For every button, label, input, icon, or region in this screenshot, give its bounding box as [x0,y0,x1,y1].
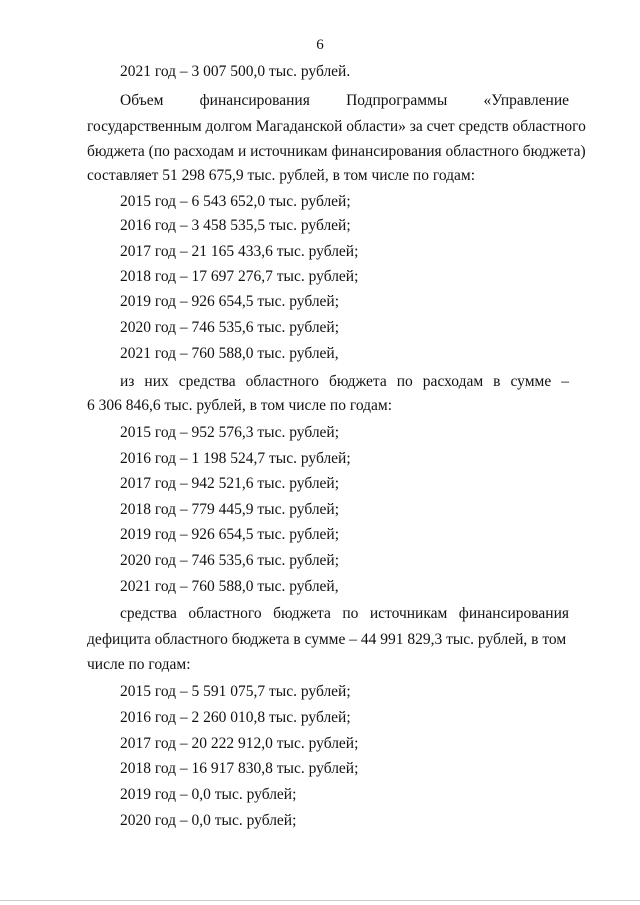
year-line: 2017 год – 21 165 433,6 тыс. рублей; [120,243,359,260]
text-line: Объем финансирования Подпрограммы «Управление [120,92,569,109]
year-line: 2017 год – 20 222 912,0 тыс. рублей; [120,735,359,752]
year-line: 2018 год – 779 445,9 тыс. рублей; [120,501,340,518]
year-line: 2016 год – 1 198 524,7 тыс. рублей; [120,450,351,467]
text-line: дефицита областного бюджета в сумме – 44 991 829,3 тыс. рублей, в том [87,631,567,648]
page-number: 6 [316,37,324,53]
text-line: 2021 год – 3 007 500,0 тыс. рублей. [120,63,351,80]
year-line: 2016 год – 2 260 010,8 тыс. рублей; [120,709,351,726]
text-line: средства областного бюджета по источникам финансирования [120,605,569,622]
text-line: из них средства областного бюджета по расходам в сумме – [120,373,569,390]
year-line: 2016 год – 3 458 535,5 тыс. рублей; [120,217,351,234]
text-line: 6 306 846,6 тыс. рублей, в том числе по годам: [87,397,393,414]
scan-edge [0,900,640,901]
year-line: 2018 год – 16 917 830,8 тыс. рублей; [120,760,359,777]
year-line: 2018 год – 17 697 276,7 тыс. рублей; [120,268,359,285]
text-line: государственным долгом Магаданской области» за счет средств областного [87,118,586,135]
text-line: бюджета (по расходам и источникам финансирования областного бюджета) [87,143,586,160]
year-line: 2015 год – 952 576,3 тыс. рублей; [120,424,340,441]
year-line: 2019 год – 0,0 тыс. рублей; [120,786,297,803]
year-line: 2021 год – 760 588,0 тыс. рублей, [120,345,339,362]
year-line: 2020 год – 746 535,6 тыс. рублей; [120,319,340,336]
text-line: числе по годам: [87,656,191,673]
year-line: 2019 год – 926 654,5 тыс. рублей; [120,526,340,543]
text-line: составляет 51 298 675,9 тыс. рублей, в том числе по годам: [87,167,475,184]
year-line: 2015 год – 5 591 075,7 тыс. рублей; [120,683,351,700]
year-line: 2020 год – 0,0 тыс. рублей; [120,812,297,829]
year-line: 2015 год – 6 543 652,0 тыс. рублей; [120,193,351,210]
year-line: 2019 год – 926 654,5 тыс. рублей; [120,293,340,310]
year-line: 2021 год – 760 588,0 тыс. рублей, [120,578,339,595]
year-line: 2017 год – 942 521,6 тыс. рублей; [120,475,340,492]
year-line: 2020 год – 746 535,6 тыс. рублей; [120,552,340,569]
